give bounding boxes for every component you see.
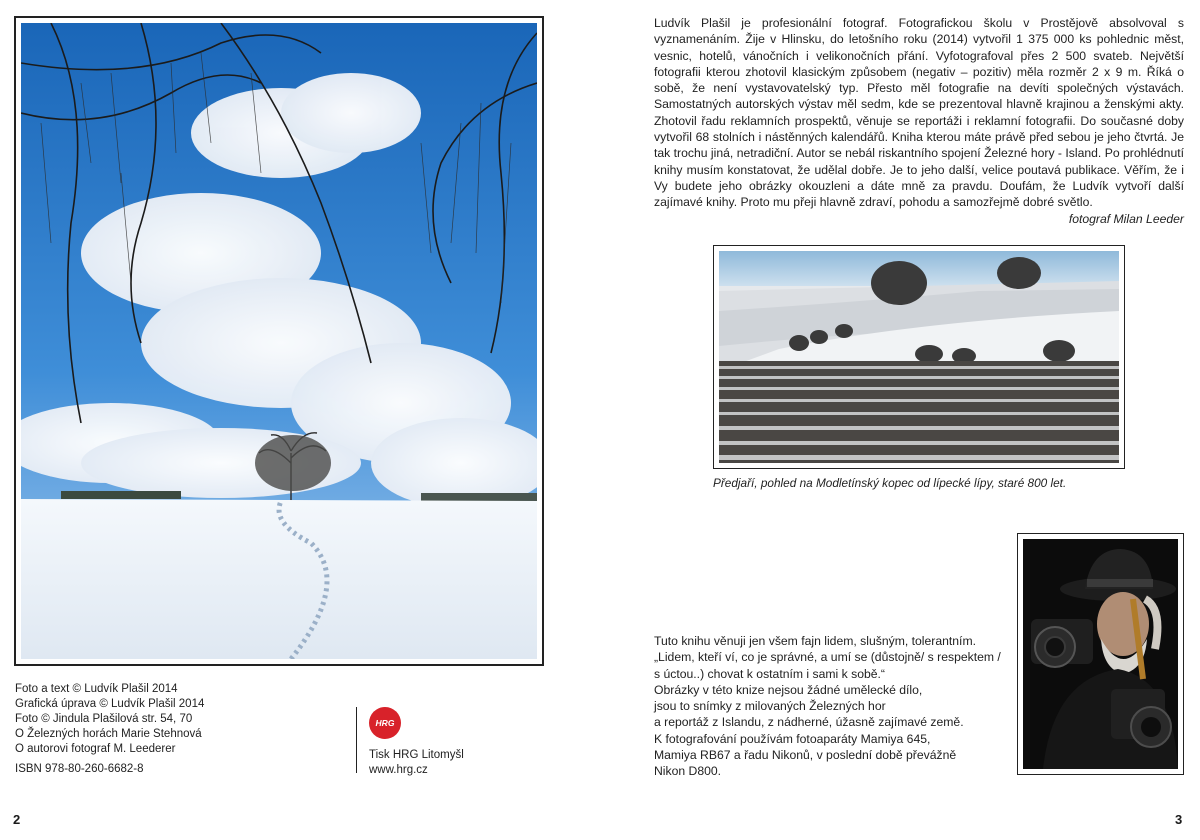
vertical-divider bbox=[356, 707, 357, 773]
page-number-right: 3 bbox=[1175, 812, 1183, 827]
dedication-text bbox=[654, 633, 1024, 780]
credits-block bbox=[15, 682, 335, 757]
photo-caption: Předjaří, pohled na Modletínský kopec od lípecké lípy, staré 800 let. bbox=[713, 476, 1067, 490]
portrait-photo-frame bbox=[1017, 533, 1184, 775]
winter-landscape-photo-frame bbox=[14, 16, 544, 666]
dedication-line: jsou to snímky z milovaných Železných hor bbox=[654, 699, 886, 714]
credit-line: O autorovi fotograf M. Leederer bbox=[15, 743, 176, 755]
isbn: ISBN 978-80-260-6682-8 bbox=[15, 763, 144, 775]
dedication-line: K fotografování používám fotoaparáty Mamiya 645, bbox=[654, 731, 931, 746]
landscape-image bbox=[719, 251, 1119, 463]
page-number-left: 2 bbox=[13, 812, 21, 827]
landscape-photo bbox=[719, 251, 1119, 463]
dedication-line: Obrázky v této knize nejsou žádné umělecké dílo, bbox=[654, 682, 923, 697]
credit-line: Foto a text © Ludvík Plašil 2014 bbox=[15, 683, 178, 695]
dedication-line: „Lidem, kteří ví, co je správné, a umí se (důstojně/ s respektem / bbox=[654, 650, 1001, 665]
bio-signature: fotograf Milan Leeder bbox=[1068, 212, 1184, 226]
dedication-line: s úctou..) chovat k ostatním i sami k sobě.“ bbox=[654, 666, 885, 681]
printer-info bbox=[369, 748, 464, 778]
hrg-logo-icon: HRG bbox=[369, 707, 401, 739]
credit-line: Grafická úprava © Ludvík Plašil 2014 bbox=[15, 698, 205, 710]
winter-landscape-photo bbox=[21, 23, 537, 659]
landscape-photo-frame bbox=[713, 245, 1125, 469]
portrait-image bbox=[1023, 539, 1178, 769]
credit-line: Foto © Jindula Plašilová str. 54, 70 bbox=[15, 713, 193, 725]
winter-landscape-image bbox=[21, 23, 537, 659]
printer-name: Tisk HRG Litomyšl bbox=[369, 749, 464, 761]
dedication-line: Tuto knihu věnuji jen všem fajn lidem, slušným, tolerantním. bbox=[654, 634, 976, 648]
dedication-line: Mamiya RB67 a řadu Nikonů, v poslední době převážně bbox=[654, 748, 957, 763]
author-bio-text: Ludvík Plašil je profesionální fotograf. Fotografickou školu v Prostějově absolvoval s vyznamenáním. Žije v Hlinsku, do letošního roku (2014) vytvořil 1 375 000 ks pohlednic měst, vesnic, hotelů, vánočních i velikonočních přání. Vyfotografoval přes 2 500 svateb. Největší fotografii kterou zhotovil klasickým způsobem (negativ – pozitiv) měla rozměr 2 x 9 m. Říká o sobě, že není vystavovatelský typ. Přesto měl fotografie na devíti společných výstavách. Samostatných autorských výstav měl sedm, kde se prezentoval hlavně krajinou a ženskými akty. Zhotovil řadu reklamních prospektů, věnuje se reportáži i reklamní fotografii. Do současné doby vytvořil 68 stolních i nástěnných kalendářů. Kniha kterou máte právě před sebou je jeho čtvrtá. Je tak trochu jiná, netradiční. Autor se nebál riskantního spojení Železné hory - Island. Po prohlédnutí knihy musím konstatovat, že udělal dobře. Je to jeho další, velice poutavá publikace. Věřím, že i Vy budete jeho obrázky okouzleni a dáte mně za pravdu. Doufám, že Ludvík vytvoří další zajímavé knihy. Proto mu přeji hlavně zdraví, pohodu a samozřejmě dobré světlo. bbox=[654, 16, 1184, 210]
dedication-line: a reportáž z Islandu, z nádherné, úžasně zajímavé země. bbox=[654, 715, 964, 730]
printer-website: www.hrg.cz bbox=[369, 764, 428, 776]
dedication-line: Nikon D800. bbox=[654, 764, 722, 779]
credit-line: O Železných horách Marie Stehnová bbox=[15, 728, 202, 740]
photographer-portrait bbox=[1023, 539, 1178, 769]
